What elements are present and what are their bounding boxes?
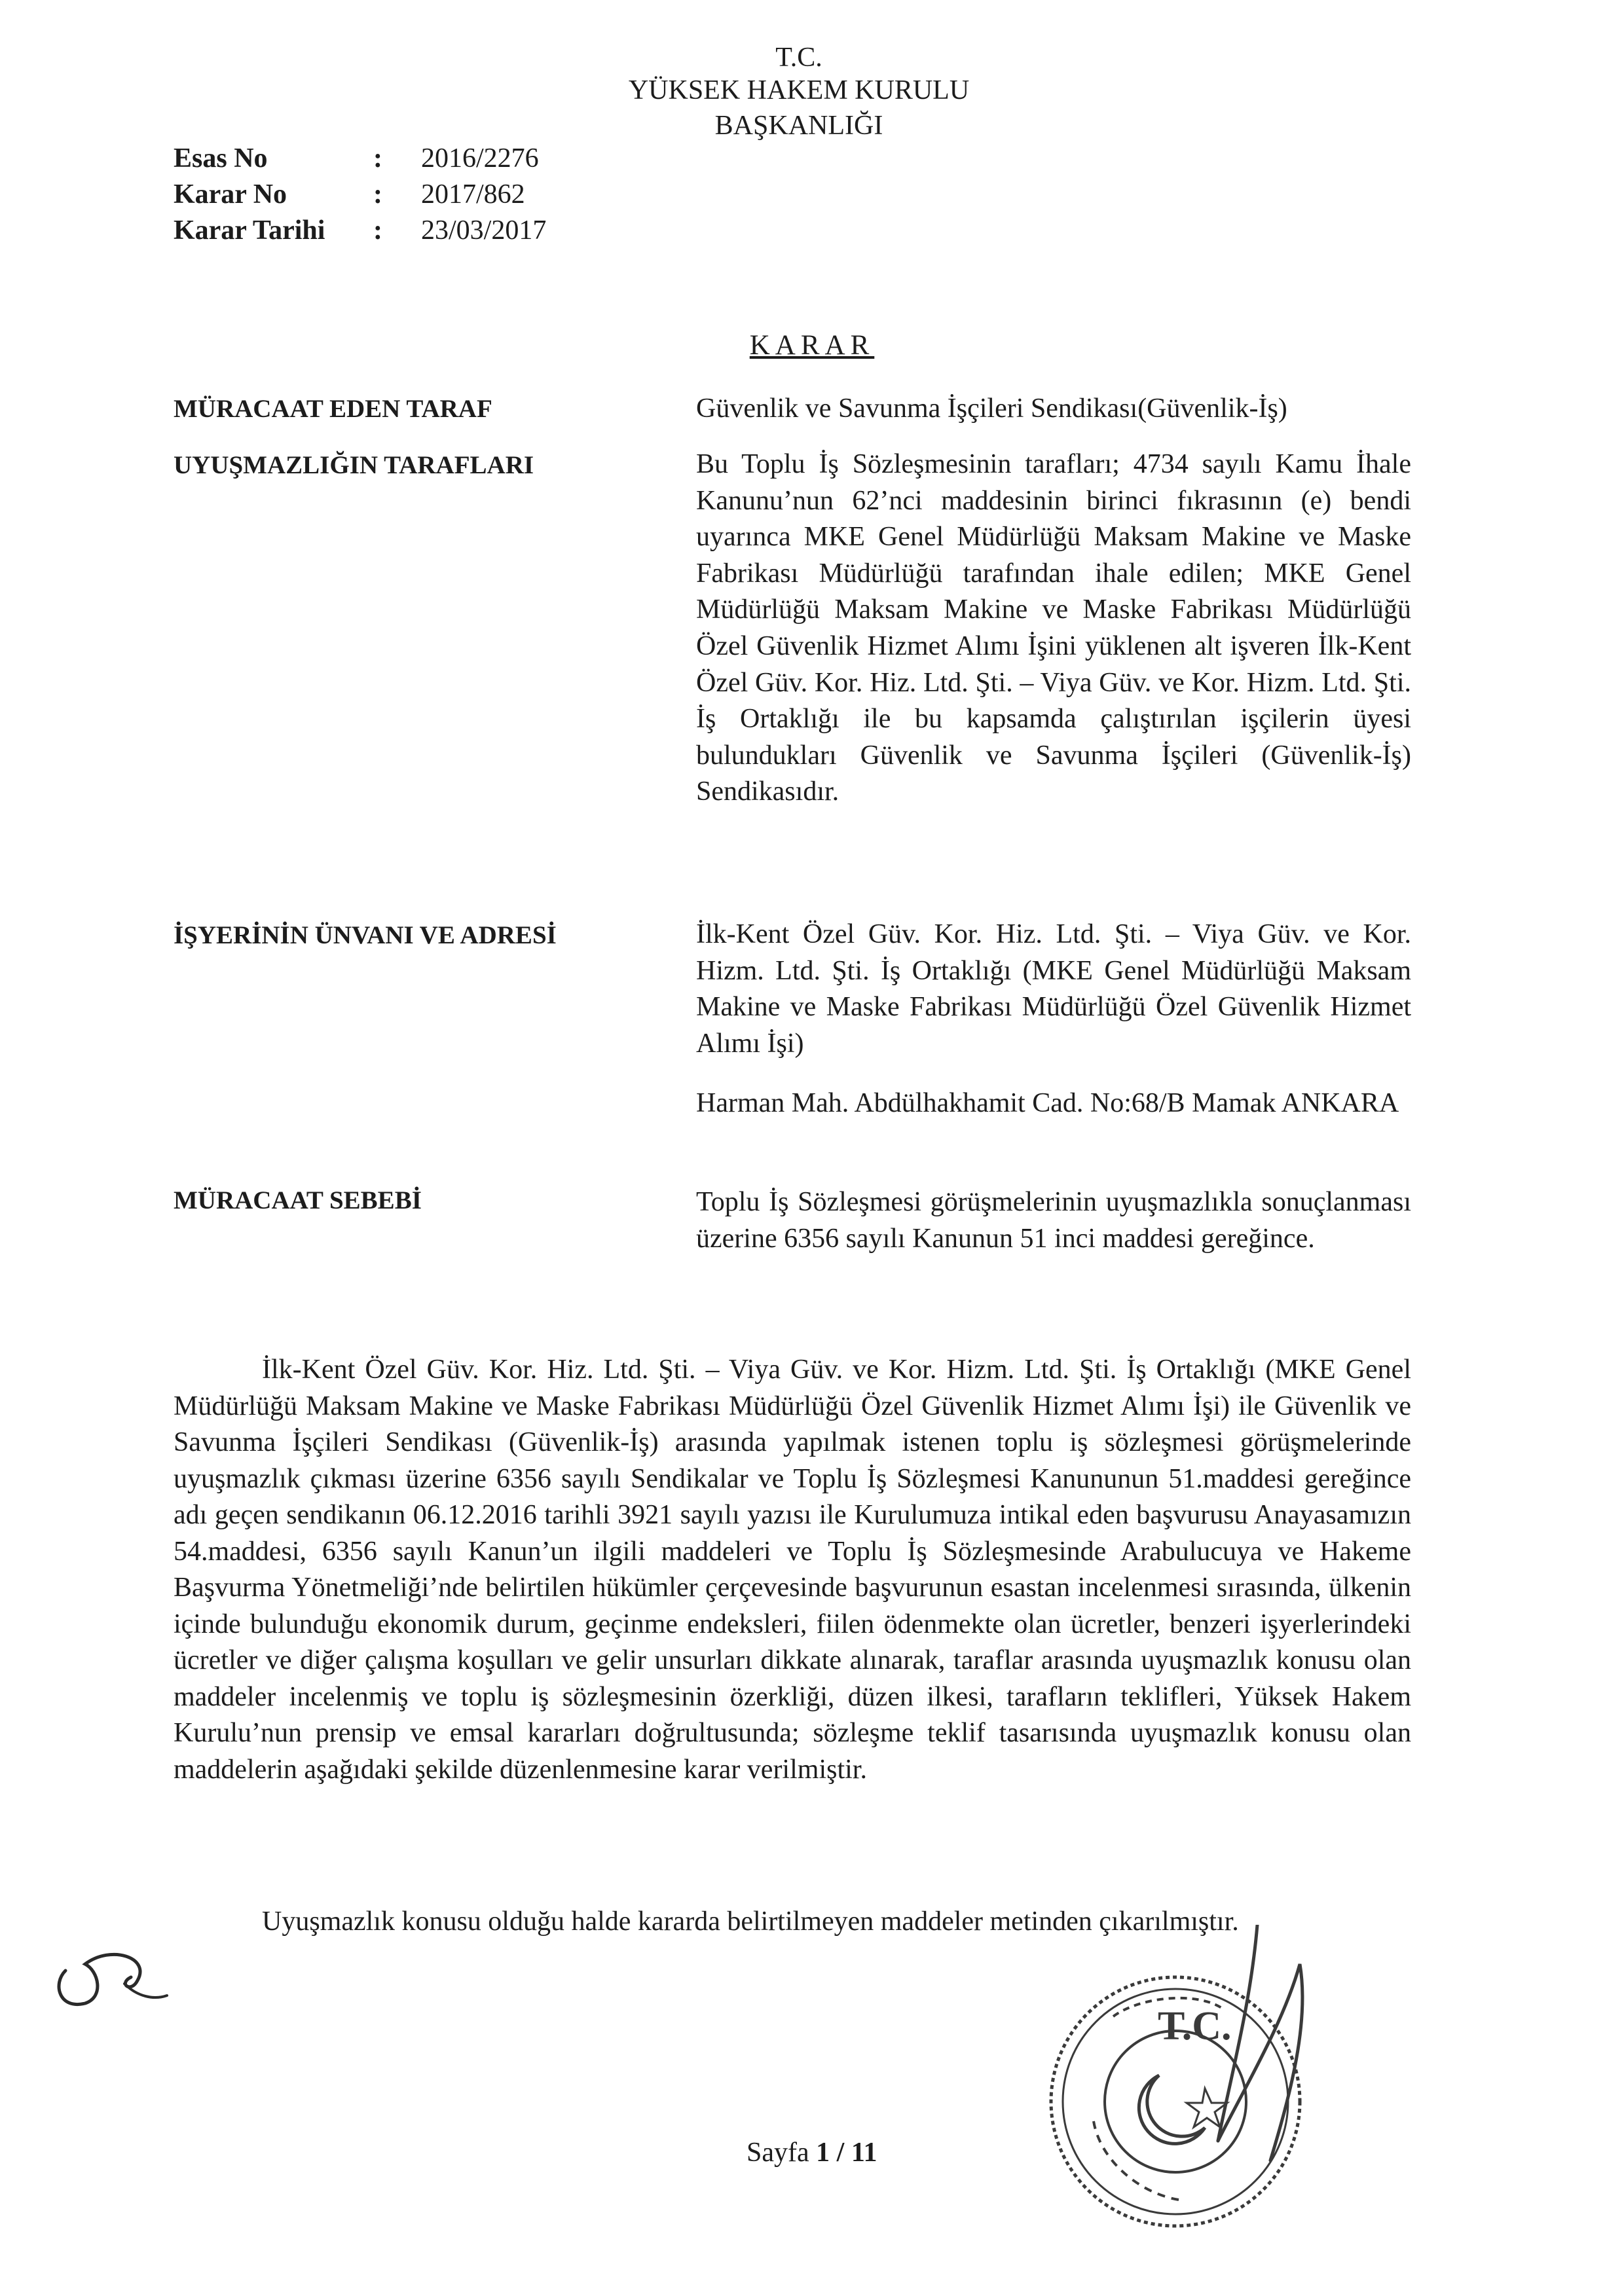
applicant-label: MÜRACAAT EDEN TARAF xyxy=(174,395,492,423)
handwritten-initial-icon xyxy=(39,1918,183,2023)
tarih-colon: : xyxy=(373,215,382,246)
reason-value xyxy=(696,1184,1411,1257)
document-title: KARAR xyxy=(749,330,875,361)
body-paragraph-2: Uyuşmazlık konusu olduğu halde kararda belirtilmeyen maddeler metinden çıkarılmıştır. xyxy=(262,1906,1239,1937)
karar-label: Karar No xyxy=(174,179,287,210)
tarih-label: Karar Tarihi xyxy=(174,215,325,246)
tarih-value: 23/03/2017 xyxy=(421,215,547,246)
reason-label: MÜRACAAT SEBEBİ xyxy=(174,1186,422,1214)
workplace-value xyxy=(696,917,1411,1062)
stamp-text: T.C. xyxy=(1158,2004,1232,2049)
page-prefix: Sayfa xyxy=(747,2138,809,2168)
parties-text: Bu Toplu İş Sözleşmesinin tarafları; 4734 sayılı Kamu İhale Kanunu’nun 62’nci maddesinin birinci fıkrasının (e) bendi uyarınca MKE Genel Müdürlüğü Maksam Makine ve Maske Fabrikası Müdürlüğü tarafından ihale edilen; MKE Genel Müdürlüğü Maksam Makine ve Maske Fabrikası Müdürlüğü Özel Güvenlik Hizmet Alımı İşini yüklenen alt işveren İlk-Kent Özel Güv. Kor. Hiz. Ltd. Şti. – Viya Güv. ve Kor. Hizm. Ltd. Şti. İş Ortaklığı ile bu kapsamda çalıştırılan işçilerin üyesi bulundukları Güvenlik ve Savunma İşçileri (Güvenlik-İş) Sendikasıdır. xyxy=(696,449,1411,807)
esas-label: Esas No xyxy=(174,143,268,173)
workplace-address-text: Harman Mah. Abdülhakhamit Cad. No:68/B Mamak ANKARA xyxy=(696,1088,1399,1118)
reason-text: Toplu İş Sözleşmesi görüşmelerinin uyuşmazlıkla sonuçlanması üzerine 6356 sayılı Kanunun 51 inci maddesi gereğince. xyxy=(696,1187,1411,1254)
header-organization: YÜKSEK HAKEM KURULU xyxy=(628,75,970,105)
parties-label: UYUŞMAZLIĞIN TARAFLARI xyxy=(174,451,534,479)
official-stamp-icon xyxy=(1008,1925,1362,2239)
karar-value: 2017/862 xyxy=(421,179,525,210)
header-country: T.C. xyxy=(775,43,822,73)
page-current: 1 xyxy=(816,2138,830,2168)
applicant-value xyxy=(696,391,1411,428)
esas-colon: : xyxy=(373,143,382,173)
workplace-text: İlk-Kent Özel Güv. Kor. Hiz. Ltd. Şti. – Viya Güv. ve Kor. Hizm. Ltd. Şti. İş Ortaklığı (MKE Genel Müdürlüğü Maksam Makine ve Maske Fabrikası Müdürlüğü Özel Güvenlik Hizmet Alımı İşi) xyxy=(696,919,1411,1059)
applicant-text: Güvenlik ve Savunma İşçileri Sendikası(Güvenlik-İş) xyxy=(696,393,1287,424)
parties-value xyxy=(696,446,1411,811)
esas-value: 2016/2276 xyxy=(421,143,539,173)
karar-colon: : xyxy=(373,179,382,210)
header-department: BAŞKANLIĞI xyxy=(714,111,883,141)
page-separator: / xyxy=(836,2138,845,2168)
body-paragraph-1: İlk-Kent Özel Güv. Kor. Hiz. Ltd. Şti. – Viya Güv. ve Kor. Hizm. Ltd. Şti. İş Ortaklığı (MKE Genel Müdürlüğü Maksam Makine ve Maske Fabrikası Müdürlüğü Özel Güvenlik Hizmet Alımı İşi) ile Güvenlik ve Savunma İşçileri Sendikası (Güvenlik-İş) arasında yapılmak istenen toplu iş sözleşmesi görüşmelerinde uyuşmazlık çıkması üzerine 6356 sayılı Sendikalar ve Toplu İş Sözleşmesi Kanununun 51.maddesi gereğince adı geçen sendikanın 06.12.2016 tarihli 3921 sayılı yazısı ile Kurulumuza intikal eden başvurusu Anayasamızın 54.maddesi, 6356 sayılı Kanun’un ilgili maddeleri ve Toplu İş Sözleşmesinde Arabulucuya ve Hakeme Başvurma Yönetmeliği’nde belirtilen hükümler çerçevesinde başvurunun esastan incelenmesi sırasında, ülkenin içinde bulunduğu ekonomik durum, geçinme endeksleri, fiilen ödenmekte olan ücretler, benzeri işyerlerindeki ücretler ve diğer çalışma koşulları ve gelir unsurları dikkate alınarak, taraflar arasında uyuşmazlık konusu olan maddeler incelenmiş ve toplu iş sözleşmesinin özerkliği, düzen ilkesi, tarafların teklifleri, Yüksek Hakem Kurulu’nun prensip ve emsal kararları doğrultusunda; sözleşme teklif tasarısında uyuşmazlık konusu olan maddelerin aşağıdaki şekilde düzenlenmesine karar verilmiştir. xyxy=(174,1355,1411,1785)
page-total: 11 xyxy=(851,2138,877,2168)
workplace-address xyxy=(696,1085,1411,1122)
workplace-label: İŞYERİNİN ÜNVANI VE ADRESİ xyxy=(174,921,557,949)
page-number xyxy=(747,2137,877,2168)
